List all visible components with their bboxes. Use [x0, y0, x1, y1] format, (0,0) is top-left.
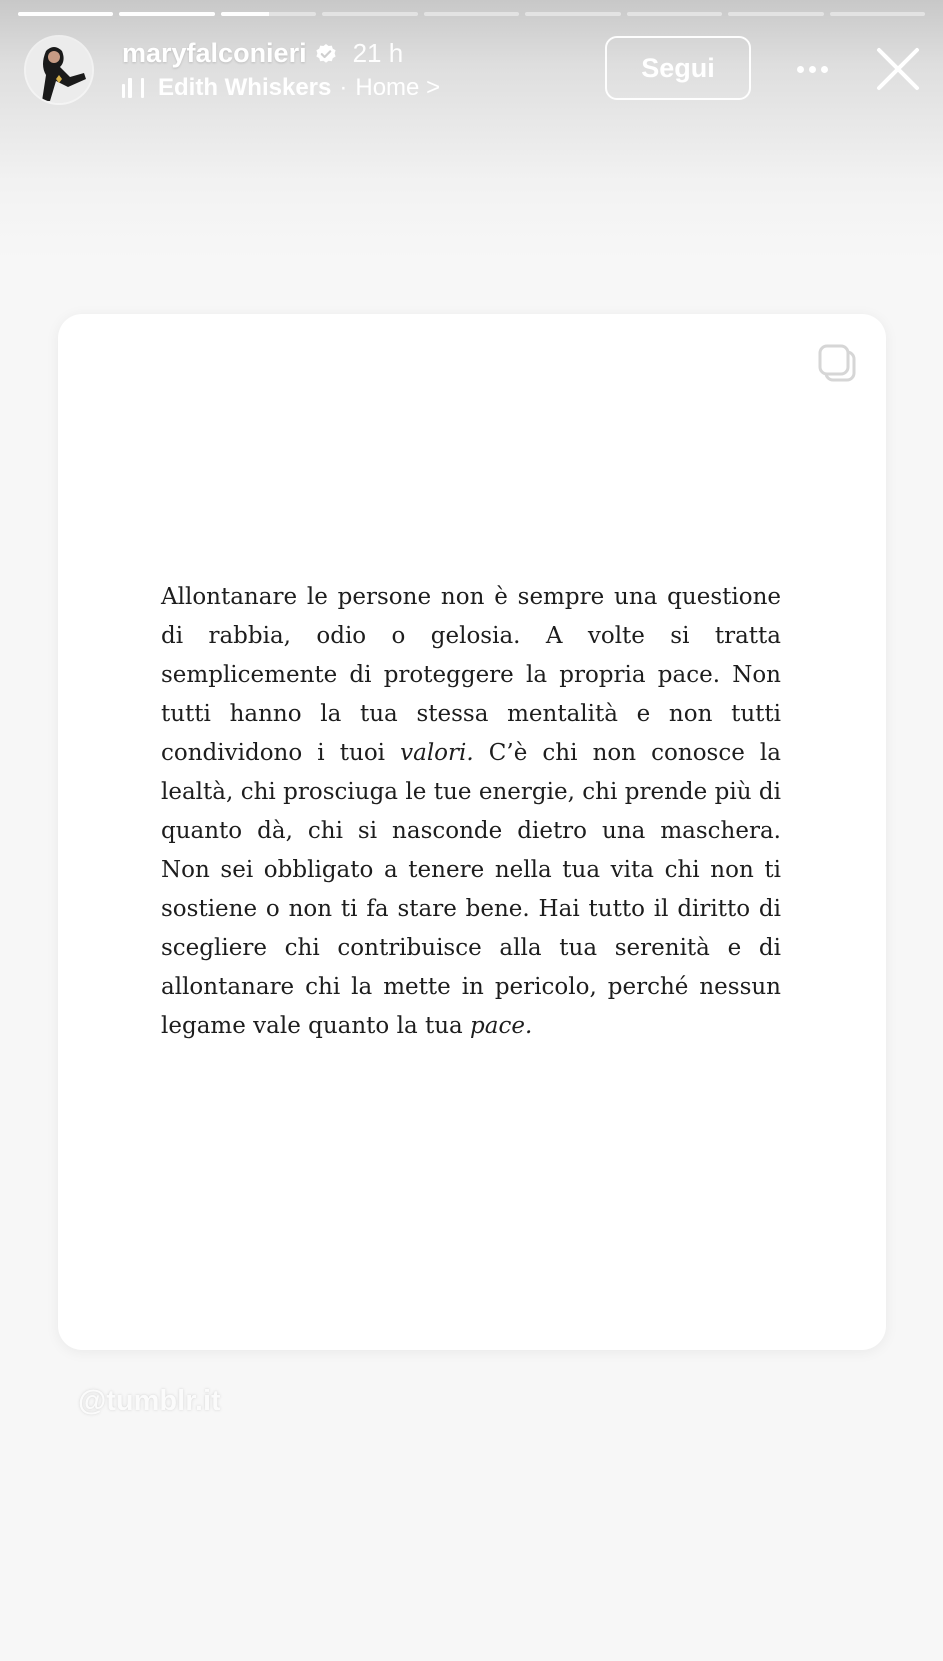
- music-bars-icon: [122, 78, 144, 98]
- story-header: [26, 34, 923, 104]
- quote-text-part: C’è chi non conosce la lealtà, chi prosciuga le tue energie, chi prende più di quanto dà, chi si nasconde dietro una maschera. Non sei obbligato a tenere nella tua vita chi non ti sostiene o non ti fa stare bene. Hai tutto il diritto di scegliere chi contribuisce alla tua serenità e di allontanare chi la mette in pericolo, perché nessun legame vale quanto la tua: [161, 740, 782, 1039]
- progress-segment: [830, 12, 925, 16]
- carousel-copy-icon: [816, 342, 860, 386]
- progress-segment: [728, 12, 823, 16]
- verified-badge-icon: [315, 43, 337, 65]
- progress-segment: [424, 12, 519, 16]
- music-separator: ·: [339, 74, 348, 101]
- source-watermark: @tumblr.it: [78, 1385, 221, 1417]
- user-row: [122, 38, 403, 69]
- quote-emphasis-valori: valori.: [400, 740, 474, 766]
- follow-button[interactable]: Segui: [605, 36, 751, 100]
- progress-segment: [119, 12, 214, 16]
- username[interactable]: maryfalconieri: [122, 38, 307, 68]
- avatar[interactable]: [26, 37, 92, 103]
- progress-segment: [18, 12, 113, 16]
- progress-segment: [221, 12, 316, 16]
- progress-segment: [525, 12, 620, 16]
- progress-segment: [322, 12, 417, 16]
- story-progress-bar: [18, 12, 925, 16]
- quote-emphasis-pace: pace.: [470, 1013, 533, 1039]
- quote-card[interactable]: [58, 314, 886, 1350]
- progress-segment: [627, 12, 722, 16]
- post-time: 21 h: [352, 38, 404, 68]
- music-attribution[interactable]: [122, 74, 440, 102]
- close-icon[interactable]: [875, 46, 921, 92]
- quote-text: [161, 578, 781, 1046]
- music-track: Home >: [355, 74, 441, 101]
- more-options-icon[interactable]: [792, 54, 832, 84]
- quote-text-part: Allontanare le persone non è sempre una questione di rabbia, odio o gelosia. A volte si tratta semplicemente di proteggere la propria pace. Non tutti hanno la tua stessa mentalità e non tutti condividono i tuoi: [161, 584, 781, 766]
- music-artist: Edith Whiskers: [158, 74, 332, 101]
